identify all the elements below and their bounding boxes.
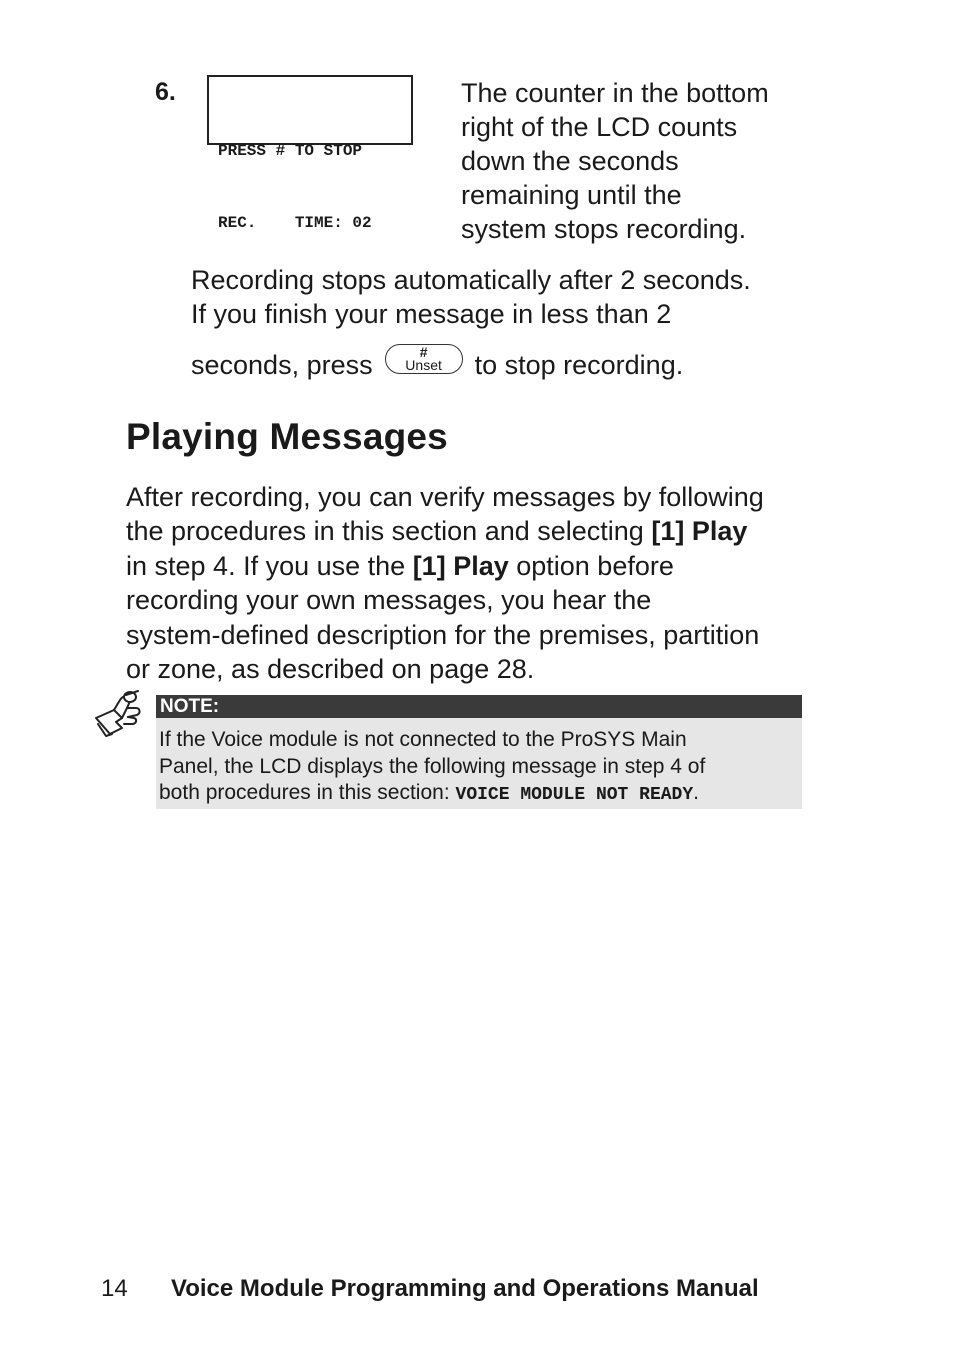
- paragraph-line: recording your own messages, you hear the: [126, 585, 652, 616]
- lcd-message-mono: VOICE MODULE NOT READY: [455, 785, 694, 805]
- unset-key-icon: [385, 344, 463, 374]
- play-option-bold: [1] Play: [651, 516, 748, 547]
- note-header: NOTE:: [156, 695, 802, 718]
- paragraph-line: system-defined description for the premises, partition: [126, 619, 760, 650]
- unset-key-label: Unset: [405, 357, 442, 373]
- recording-note-text: seconds, press: [191, 350, 373, 380]
- recording-note-line: If you finish your message in less than 2: [191, 299, 672, 329]
- lcd-line-2: REC. TIME: 02: [218, 214, 372, 232]
- note-text: .: [693, 781, 699, 804]
- recording-note-line: Recording stops automatically after 2 seconds.: [191, 265, 751, 295]
- unset-key-symbol: #: [419, 344, 428, 360]
- recording-note-line: [191, 344, 831, 382]
- explanation-line: The counter in the bottom: [461, 78, 769, 108]
- lcd-display: [207, 75, 413, 232]
- lcd-line-1: PRESS # TO STOP: [218, 142, 363, 160]
- paragraph-text: in step 4. If you use the: [126, 550, 413, 581]
- note-text: both procedures in this section:: [159, 781, 456, 804]
- note-line: Panel, the LCD displays the following message in step 4 of: [159, 754, 706, 778]
- note-line: If the Voice module is not connected to the ProSYS Main: [159, 728, 687, 751]
- note-line: [159, 780, 802, 809]
- note-body: [156, 718, 802, 809]
- note-pointing-hand-icon: [92, 688, 148, 740]
- explanation-line: remaining until the: [461, 180, 682, 210]
- paragraph-line: [126, 549, 816, 583]
- manual-title: Voice Module Programming and Operations Manual: [171, 1275, 759, 1302]
- lcd-explanation: [461, 76, 801, 246]
- section-title: Playing Messages: [126, 416, 448, 457]
- play-option-bold: [1] Play: [412, 550, 509, 581]
- paragraph-text: option before: [508, 550, 674, 581]
- explanation-line: system stops recording.: [461, 214, 747, 244]
- paragraph-text: the procedures in this section and selecting: [126, 516, 652, 547]
- explanation-line: down the seconds: [461, 146, 679, 176]
- paragraph-line: After recording, you can verify messages by following: [126, 482, 764, 512]
- explanation-line: right of the LCD counts: [461, 112, 738, 142]
- note-box: [156, 695, 802, 809]
- playing-messages-paragraph: [126, 480, 816, 686]
- recording-note: [191, 263, 831, 382]
- step-number: 6.: [155, 78, 176, 106]
- paragraph-line: or zone, as described on page 28.: [126, 654, 535, 685]
- paragraph-line: [126, 514, 816, 548]
- page-number: 14: [101, 1275, 128, 1302]
- recording-note-text: to stop recording.: [474, 350, 684, 380]
